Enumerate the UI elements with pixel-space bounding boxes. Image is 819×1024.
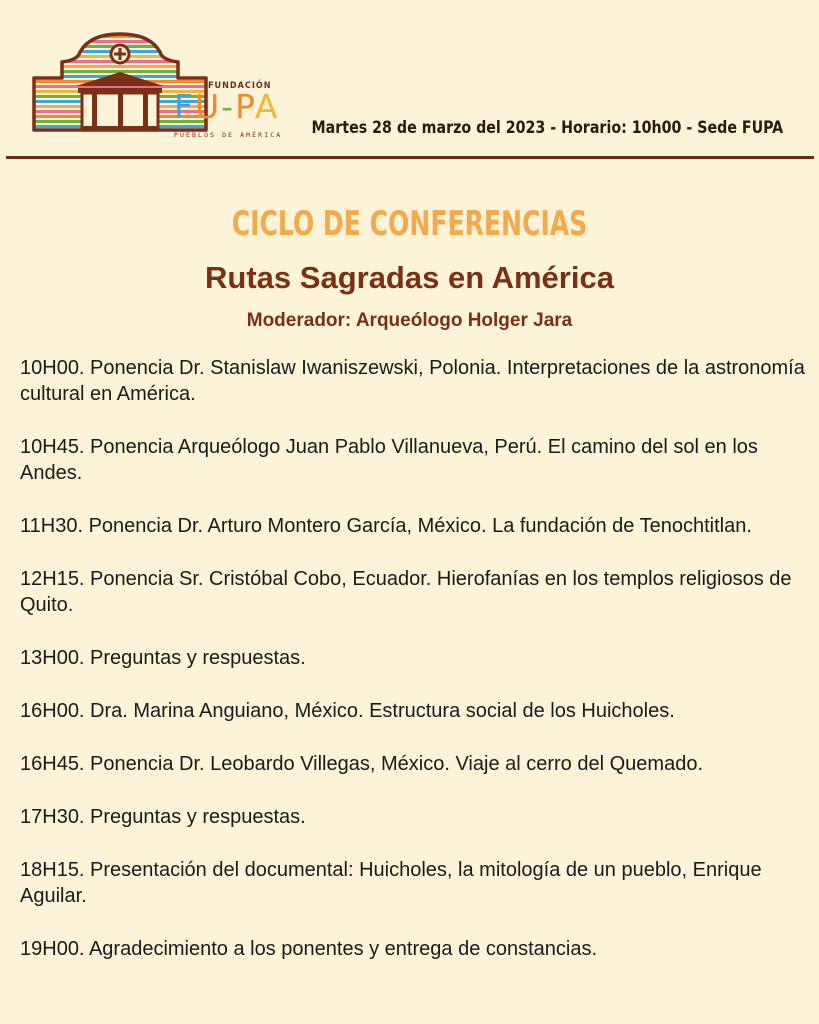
logo-letter-u: U	[194, 87, 222, 126]
event-date-line: Martes 28 de marzo del 2023 - Horario: 10h00 - Sede FUPA	[311, 118, 783, 138]
logo-pueblos-text: PUEBLOS DE AMÉRICA	[174, 131, 283, 139]
program-item: 17H30. Preguntas y respuestas.	[20, 806, 306, 828]
program-item: 12H15. Ponencia Sr. Cristóbal Cobo, Ecuador. Hierofanías en los templos religiosos de Quito.	[20, 568, 792, 616]
header-divider	[6, 156, 814, 159]
logo-fupa-text	[174, 88, 279, 126]
program-item: 16H00. Dra. Marina Anguiano, México. Estructura social de los Huicholes.	[20, 700, 675, 722]
logo-letter-f: F	[174, 87, 195, 126]
logo-fundacion-text: FUNDACIÓN	[208, 81, 272, 91]
logo-hyphen: -	[221, 87, 236, 126]
program-item: 18H15. Presentación del documental: Huicholes, la mitología de un pueblo, Enrique Aguilar.	[20, 859, 762, 907]
program-item: 11H30. Ponencia Dr. Arturo Montero García, México. La fundación de Tenochtitlan.	[20, 515, 752, 537]
program-item: 13H00. Preguntas y respuestas.	[20, 647, 306, 669]
logo-letter-p: P	[235, 87, 255, 126]
conference-subtitle: Rutas Sagradas en América	[205, 260, 614, 295]
fupa-logo	[30, 30, 283, 142]
cycle-title: CICLO DE CONFERENCIAS	[231, 204, 588, 244]
logo-letter-a: A	[254, 87, 280, 126]
program-item: 10H00. Ponencia Dr. Stanislaw Iwaniszewski, Polonia. Interpretaciones de la astronomía cultural en América.	[20, 357, 805, 405]
program-item: 10H45. Ponencia Arqueólogo Juan Pablo Villanueva, Perú. El camino del sol en los Andes.	[20, 436, 758, 484]
program-item: 16H45. Ponencia Dr. Leobardo Villegas, México. Viaje al cerro del Quemado.	[20, 753, 703, 775]
moderator-line: Moderador: Arqueólogo Holger Jara	[246, 310, 573, 331]
program-item: 19H00. Agradecimiento a los ponentes y entrega de constancias.	[20, 938, 598, 960]
header	[0, 0, 819, 160]
program-list	[20, 355, 810, 989]
